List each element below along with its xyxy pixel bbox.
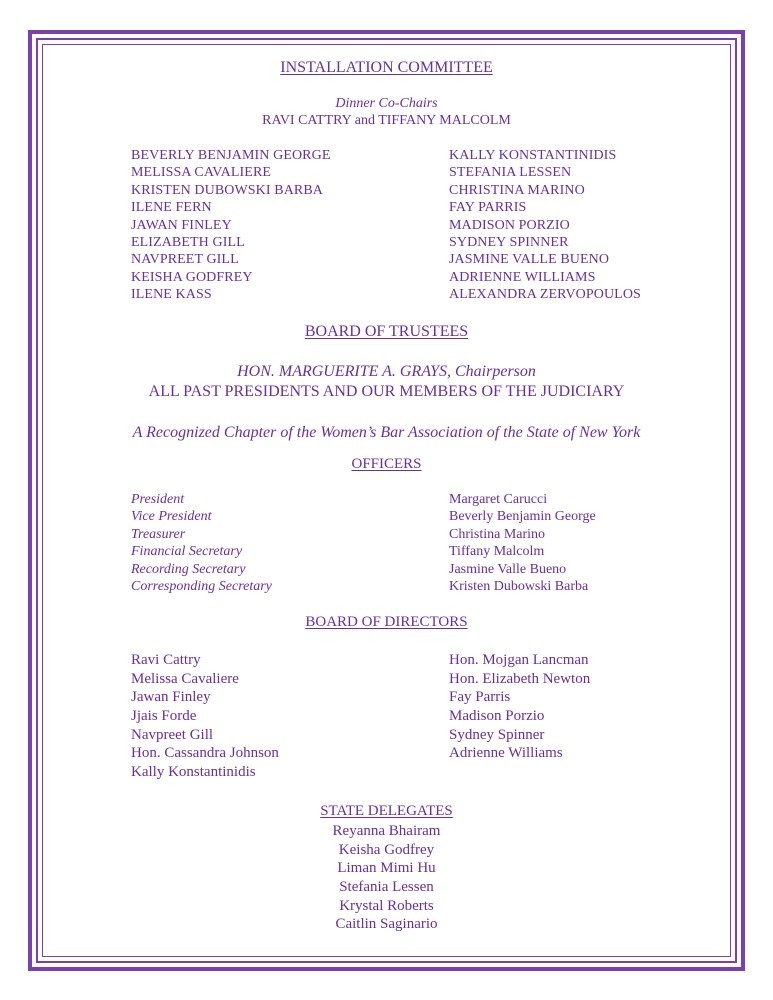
- director-name: Adrienne Williams: [449, 745, 563, 762]
- delegate-name: Reyanna Bhairam: [332, 823, 441, 839]
- committee-member: KRISTEN DUBOWSKI BARBA: [131, 182, 323, 198]
- committee-member: BEVERLY BENJAMIN GEORGE: [131, 148, 331, 163]
- delegate-name: Liman Mimi Hu: [337, 860, 436, 877]
- committee-member: STEFANIA LESSEN: [449, 165, 572, 181]
- committee-member: ADRIENNE WILLIAMS: [449, 269, 596, 285]
- director-name: Sydney Spinner: [449, 726, 545, 743]
- officer-name: Christina Marino: [449, 526, 546, 542]
- officer-title: Treasurer: [131, 526, 186, 542]
- committee-list-right: [449, 147, 641, 304]
- chapter-note: A Recognized Chapter of the Women’s Bar Association of the State of New York: [132, 424, 641, 441]
- installation-committee-heading: INSTALLATION COMMITTEE: [280, 59, 493, 76]
- committee-member: ELIZABETH GILL: [131, 234, 245, 250]
- directors-list-left: [131, 651, 279, 782]
- officer-name: Margaret Carucci: [449, 492, 548, 507]
- officer-names: [449, 491, 596, 595]
- committee-member: MELISSA CAVALIERE: [131, 165, 272, 181]
- officer-title: Recording Secretary: [131, 561, 246, 577]
- committee-member: KEISHA GODFREY: [131, 269, 253, 285]
- committee-member: ALEXANDRA ZERVOPOULOS: [449, 287, 641, 303]
- officer-name: Tiffany Malcolm: [449, 544, 545, 560]
- director-name: Kally Konstantinidis: [131, 764, 256, 781]
- trustees-chairperson: HON. MARGUERITE A. GRAYS, Chairperson: [237, 363, 536, 380]
- directors-list-right: [449, 651, 590, 763]
- delegate-name: Caitlin Saginario: [335, 916, 438, 933]
- delegate-name: Stefania Lessen: [339, 879, 434, 896]
- director-name: Ravi Cattry: [131, 652, 201, 668]
- board-of-trustees-heading: BOARD OF TRUSTEES: [304, 323, 469, 340]
- director-name: Jjais Forde: [131, 708, 197, 725]
- trustees-members-line: ALL PAST PRESIDENTS AND OUR MEMBERS OF THE JUDICIARY: [148, 383, 625, 400]
- director-name: Hon. Elizabeth Newton: [449, 670, 591, 687]
- director-name: Hon. Cassandra Johnson: [131, 745, 279, 762]
- director-name: Hon. Mojgan Lancman: [449, 652, 589, 668]
- committee-member: ILENE FERN: [131, 200, 212, 216]
- director-name: Melissa Cavaliere: [131, 670, 239, 687]
- delegates-list: [0, 822, 773, 934]
- cochairs-label: Dinner Co-Chairs: [335, 96, 438, 111]
- officer-title: Vice President: [131, 509, 212, 525]
- committee-member: JAWAN FINLEY: [131, 217, 232, 233]
- officer-title: Corresponding Secretary: [131, 578, 272, 594]
- committee-member: CHRISTINA MARINO: [449, 182, 585, 198]
- delegate-name: Keisha Godfrey: [338, 841, 435, 858]
- committee-member: JASMINE VALLE BUENO: [449, 252, 610, 268]
- board-of-directors-heading: BOARD OF DIRECTORS: [305, 614, 468, 630]
- director-name: Jawan Finley: [131, 689, 211, 706]
- officers-heading: OFFICERS: [351, 456, 422, 472]
- cochairs-names: RAVI CATTRY and TIFFANY MALCOLM: [262, 113, 511, 128]
- director-name: Fay Parris: [449, 689, 511, 706]
- officer-name: Beverly Benjamin George: [449, 509, 596, 525]
- state-delegates-heading: STATE DELEGATES: [320, 803, 453, 819]
- committee-member: ILENE KASS: [131, 287, 212, 303]
- officer-name: Jasmine Valle Bueno: [449, 561, 567, 577]
- officer-titles: [131, 491, 272, 595]
- committee-member: NAVPREET GILL: [131, 252, 239, 268]
- committee-member: SYDNEY SPINNER: [449, 234, 569, 250]
- committee-member: KALLY KONSTANTINIDIS: [449, 148, 617, 163]
- officer-title: Financial Secretary: [131, 544, 243, 560]
- committee-member: FAY PARRIS: [449, 200, 527, 216]
- committee-member: MADISON PORZIO: [449, 217, 570, 233]
- delegate-name: Krystal Roberts: [339, 897, 434, 914]
- officer-name: Kristen Dubowski Barba: [449, 578, 589, 594]
- director-name: Navpreet Gill: [131, 726, 214, 743]
- director-name: Madison Porzio: [449, 708, 545, 725]
- committee-list-left: [131, 147, 330, 304]
- officer-title: President: [131, 492, 185, 507]
